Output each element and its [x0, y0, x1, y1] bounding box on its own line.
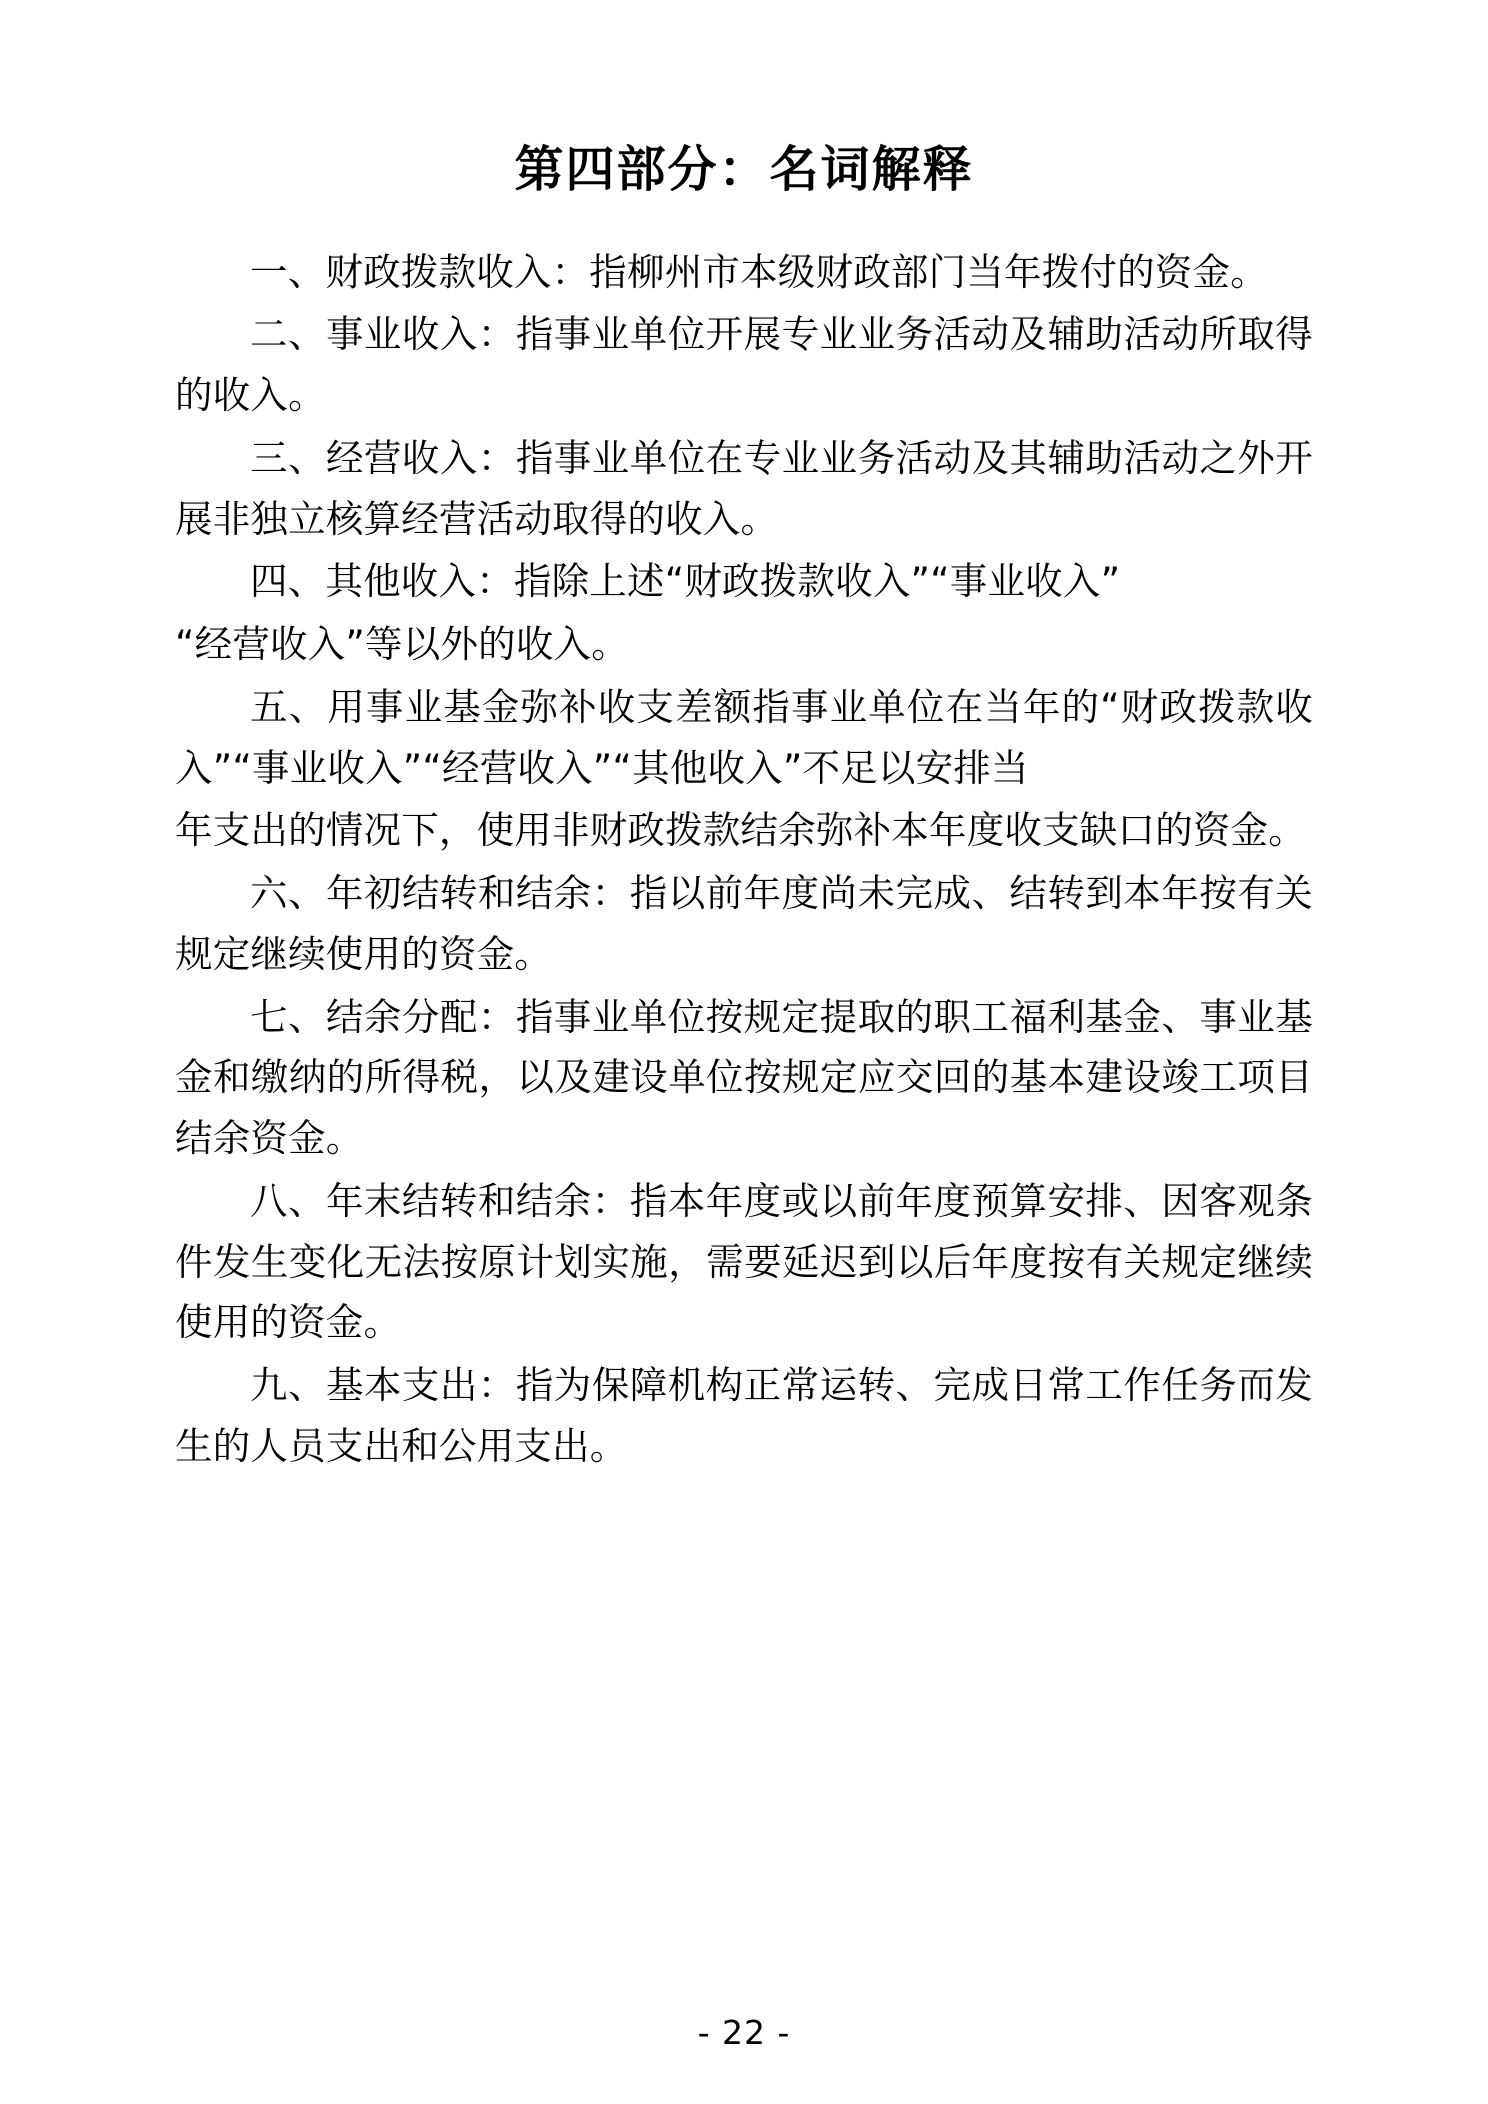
- page-title: 第四部分：名词解释: [514, 141, 974, 198]
- paragraph-item-7: 七、结余分配：指事业单位按规定提取的职工福利基金、事业基金和缴纳的所得税，以及建设单位按规定应交回的基本建设竣工项目结余资金。: [175, 994, 1313, 1161]
- page-number: - 22 -: [697, 2013, 791, 2052]
- paragraph-item-5-continued: 年支出的情况下，使用非财政拨款结余弥补本年度收支缺口的资金。: [175, 808, 1306, 853]
- paragraph-item-1: 一、财政拨款收入：指柳州市本级财政部门当年拨付的资金。: [250, 249, 1268, 294]
- paragraph-item-4-continued: “经营收入”等以外的收入。: [175, 622, 629, 667]
- paragraph-item-2: 二、事业收入：指事业单位开展专业业务活动及辅助活动所取得的收入。: [175, 312, 1313, 418]
- paragraph-item-9: 九、基本支出：指为保障机构正常运转、完成日常工作任务而发生的人员支出和公用支出。: [175, 1363, 1313, 1468]
- paragraph-item-6: 六、年初结转和结余：指以前年度尚未完成、结转到本年按有关规定继续使用的资金。: [175, 871, 1313, 976]
- paragraph-item-5: 五、用事业基金弥补收支差额指事业单位在当年的“财政拨款收入”“事业收入”“经营收入”“其他收入”不足以安排当: [175, 684, 1313, 790]
- paragraph-item-4: 四、其他收入：指除上述“财政拨款收入”“事业收入”: [250, 559, 1121, 604]
- paragraph-item-8: 八、年末结转和结余：指本年度或以前年度预算安排、因客观条件发生变化无法按原计划实施，需要延迟到以后年度按有关规定继续使用的资金。: [175, 1178, 1313, 1345]
- paragraph-item-3: 三、经营收入：指事业单位在专业业务活动及其辅助活动之外开展非独立核算经营活动取得的收入。: [175, 435, 1313, 541]
